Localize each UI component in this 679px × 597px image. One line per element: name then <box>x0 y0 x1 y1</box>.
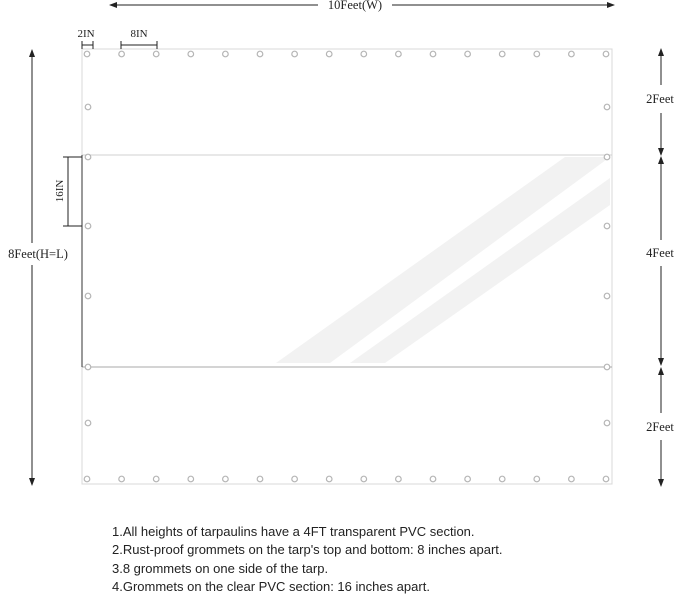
note-item: 2.Rust-proof grommets on the tarp's top and bottom: 8 inches apart. <box>112 542 503 558</box>
grommet-icon <box>292 51 298 57</box>
clear-spacing-label: 16IN <box>54 179 66 203</box>
grommet-icon <box>85 293 91 299</box>
grommet-icon <box>85 104 91 110</box>
notes-list <box>112 523 503 596</box>
grommet-icon <box>119 476 125 482</box>
grommet-icon <box>534 51 540 57</box>
edge-spacing-label: 2IN <box>77 28 95 40</box>
grommet-icon <box>361 51 367 57</box>
grommet-spacing-label: 8IN <box>130 28 148 40</box>
note-item: 1.All heights of tarpaulins have a 4FT transparent PVC section. <box>112 524 475 539</box>
grommet-icon <box>85 364 91 370</box>
grommet-icon <box>326 476 332 482</box>
grommet-icon <box>396 476 402 482</box>
grommet-icon <box>604 293 610 299</box>
section-dimensions <box>646 49 674 486</box>
tarp-outline <box>82 49 612 484</box>
height-dimension <box>8 50 68 485</box>
grommet-icon <box>465 476 471 482</box>
grommet-icon <box>604 223 610 229</box>
grommet-icon <box>604 420 610 426</box>
grommet-icon <box>465 51 471 57</box>
grommet-icon <box>153 476 159 482</box>
grommet-icon <box>188 51 194 57</box>
grommet-icon <box>84 476 90 482</box>
grommet-icon <box>361 476 367 482</box>
grommet-icon <box>603 476 609 482</box>
grommet-icon <box>85 154 91 160</box>
grommet-icon <box>430 51 436 57</box>
grommet-icon <box>153 51 159 57</box>
grommet-icon <box>603 51 609 57</box>
note-item: 4.Grommets on the clear PVC section: 16 inches apart. <box>112 578 430 594</box>
grommet-icon <box>499 476 505 482</box>
grommet-icon <box>604 154 610 160</box>
grommet-icon <box>85 420 91 426</box>
note-item: 3.8 grommets on one side of the tarp. <box>112 560 329 576</box>
grommet-icon <box>604 364 610 370</box>
grommet-icon <box>84 51 90 57</box>
height-label: 8Feet(H=L) <box>8 247 68 261</box>
grommet-icon <box>534 476 540 482</box>
grommet-icon <box>396 51 402 57</box>
top-section-label: 2Feet <box>646 92 674 106</box>
tarp-panel <box>82 49 612 484</box>
grommet-icon <box>430 476 436 482</box>
grommet-icon <box>223 51 229 57</box>
width-label: 10Feet(W) <box>327 0 383 12</box>
grommet-icon <box>223 476 229 482</box>
grommet-icon <box>85 223 91 229</box>
grommet-icon <box>257 476 263 482</box>
grommet-icon <box>569 51 575 57</box>
grommet-icon <box>326 51 332 57</box>
grommet-icon <box>569 476 575 482</box>
clear-spacing-bracket <box>54 157 82 226</box>
grommet-spacing-markers <box>77 28 157 49</box>
grommet-icon <box>499 51 505 57</box>
grommet-icon <box>604 104 610 110</box>
grommet-icon <box>119 51 125 57</box>
middle-section-label: 4Feet <box>646 246 674 260</box>
bottom-section-label: 2Feet <box>646 420 674 434</box>
width-dimension <box>110 0 614 12</box>
grommet-icon <box>188 476 194 482</box>
grommet-icon <box>292 476 298 482</box>
grommet-icon <box>257 51 263 57</box>
